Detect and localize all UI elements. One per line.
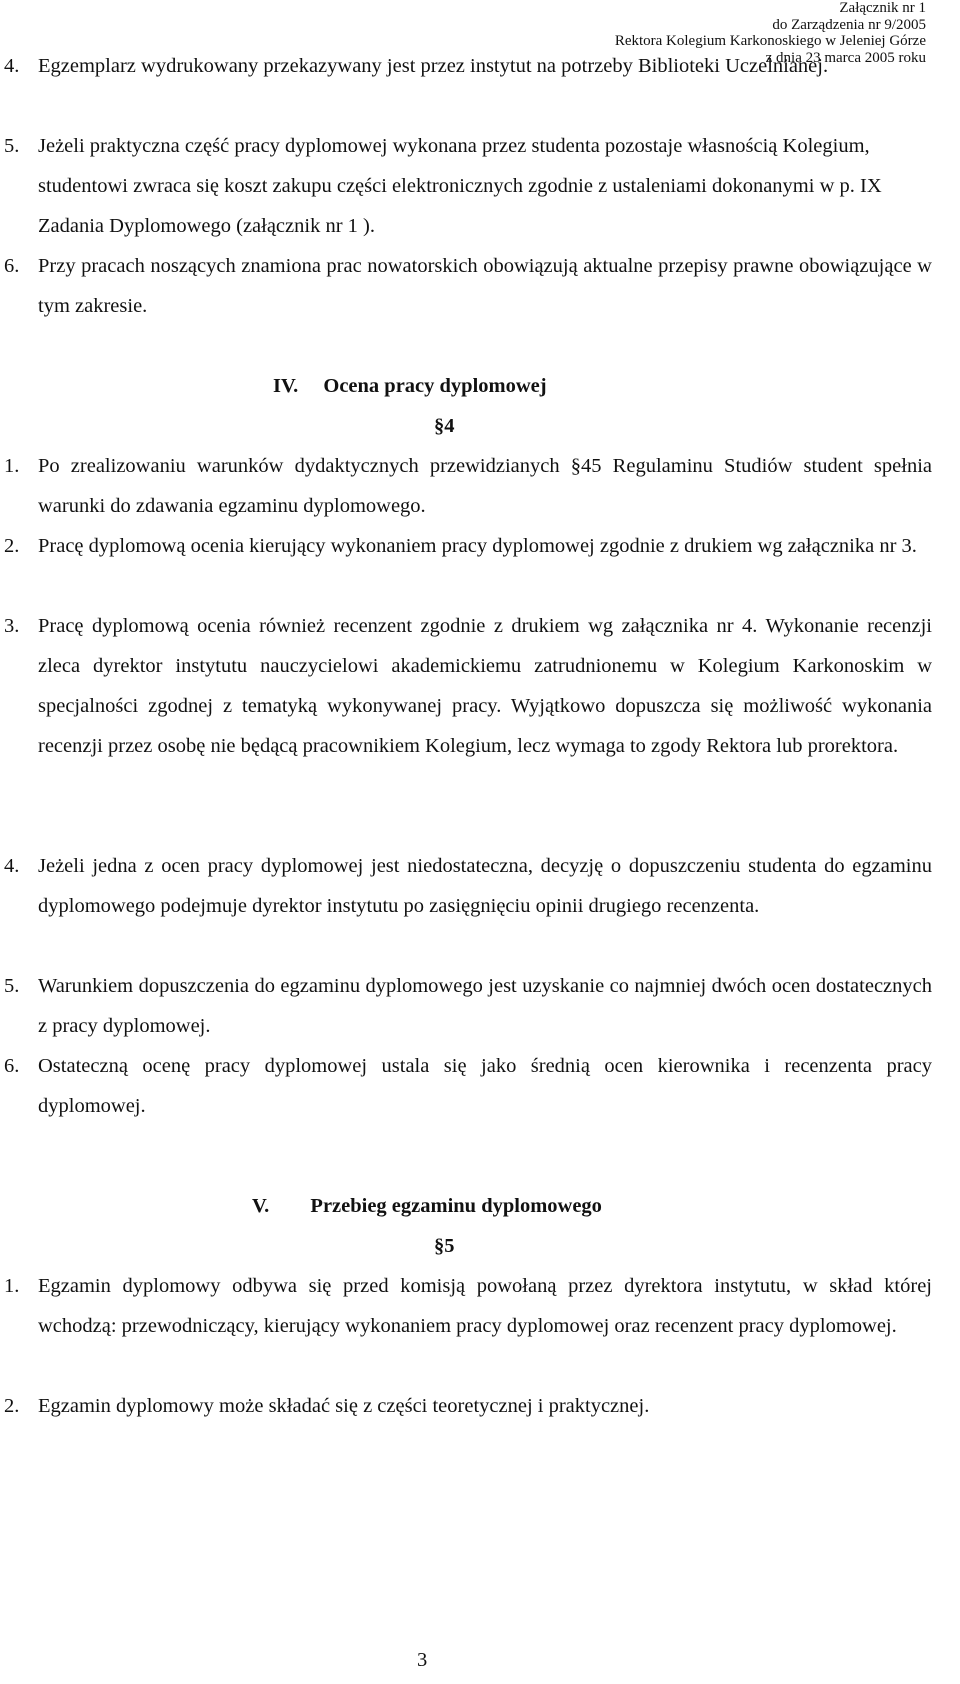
item-number: 2. — [4, 1395, 20, 1417]
item-number: 6. — [4, 1055, 20, 1077]
item-number: 1. — [4, 1275, 20, 1297]
list-item — [4, 846, 932, 926]
item-text: Jeżeli praktyczna część pracy dyplomowej wykonana przez studenta pozostaje własnością Kolegium, studentowi zwraca się koszt zakupu części elektronicznych zgodnie z ustaleniami dokonanymi w p. IX Zadania Dyplomowego (załącznik nr 1 ). — [38, 135, 882, 237]
item-number: 4. — [4, 855, 20, 877]
item-text: Egzemplarz wydrukowany przekazywany jest przez instytut na potrzeby Biblioteki Uczelnianej. — [38, 55, 829, 77]
section-title: Ocena pracy dyplomowej — [323, 375, 547, 397]
list-item — [4, 246, 932, 326]
list-item — [4, 606, 932, 766]
item-number: 6. — [4, 255, 20, 277]
section-roman: V. — [252, 1195, 270, 1217]
item-text: Egzamin dyplomowy może składać się z części teoretycznej i praktycznej. — [38, 1395, 650, 1417]
item-number: 3. — [4, 615, 20, 637]
item-text: Przy pracach noszących znamiona prac nowatorskich obowiązują aktualne przepisy prawne obowiązujące w tym zakresie. — [38, 255, 932, 317]
list-item — [4, 1046, 932, 1126]
item-text: Pracę dyplomową ocenia również recenzent zgodnie z drukiem wg załącznika nr 4. Wykonanie recenzji zleca dyrektor instytutu nauczycielowi akademickiemu zatrudnionemu w Kolegium Karkonoskim w specjalności zgodnej z tematyką wykonywanej pracy. Wyjątkowo dopuszcza się możliwość wykonania recenzji przez osobę nie będącą pracownikiem Kolegium, lecz wymaga to zgody Rektora lub prorektora. — [38, 615, 932, 757]
header-line: Rektora Kolegium Karkonoskiego w Jeleniej Górze — [614, 33, 926, 49]
section-heading-v — [252, 1186, 602, 1226]
list-item — [4, 446, 932, 526]
item-text: Warunkiem dopuszczenia do egzaminu dyplomowego jest uzyskanie co najmniej dwóch ocen dostatecznych z pracy dyplomowej. — [38, 975, 932, 1037]
section-roman: IV. — [273, 375, 299, 397]
list-item — [4, 1266, 932, 1346]
list-item — [4, 46, 932, 86]
paragraph-sign: §4 — [434, 415, 455, 437]
item-text: Po zrealizowaniu warunków dydaktycznych przewidzianych §45 Regulaminu Studiów student spełnia warunki do zdawania egzaminu dyplomowego. — [38, 455, 932, 517]
header-line: z dnia 23 marca 2005 roku — [765, 49, 926, 66]
item-text: Jeżeli jedna z ocen pracy dyplomowej jest niedostateczna, decyzję o dopuszczeniu studenta do egzaminu dyplomowego podejmuje dyrektor instytutu po zasięgnięciu opinii drugiego recenzenta. — [38, 855, 932, 917]
list-item — [4, 526, 932, 566]
header-line: Załącznik nr 1 — [839, 0, 926, 16]
list-item — [4, 126, 932, 246]
item-text: Ostateczną ocenę pracy dyplomowej ustala się jako średnią ocen kierownika i recenzenta pracy dyplomowej. — [38, 1055, 932, 1117]
paragraph-sign: §5 — [434, 1235, 455, 1257]
section-heading-iv — [273, 366, 547, 406]
item-number: 5. — [4, 135, 20, 157]
item-number: 4. — [4, 55, 20, 77]
list-item — [4, 966, 932, 1046]
section-title: Przebieg egzaminu dyplomowego — [310, 1195, 602, 1217]
item-text: Pracę dyplomową ocenia kierujący wykonaniem pracy dyplomowej zgodnie z drukiem wg załącznika nr 3. — [38, 535, 917, 557]
item-number: 5. — [4, 975, 20, 997]
list-item — [4, 1386, 932, 1426]
header-line: do Zarządzenia nr 9/2005 — [772, 16, 926, 33]
item-number: 2. — [4, 535, 20, 557]
item-text: Egzamin dyplomowy odbywa się przed komisją powołaną przez dyrektora instytutu, w skład której wchodzą: przewodniczący, kierujący wykonaniem pracy dyplomowej oraz recenzent pracy dyplomowej. — [38, 1275, 932, 1337]
item-number: 1. — [4, 455, 20, 477]
page-number: 3 — [417, 1649, 428, 1671]
